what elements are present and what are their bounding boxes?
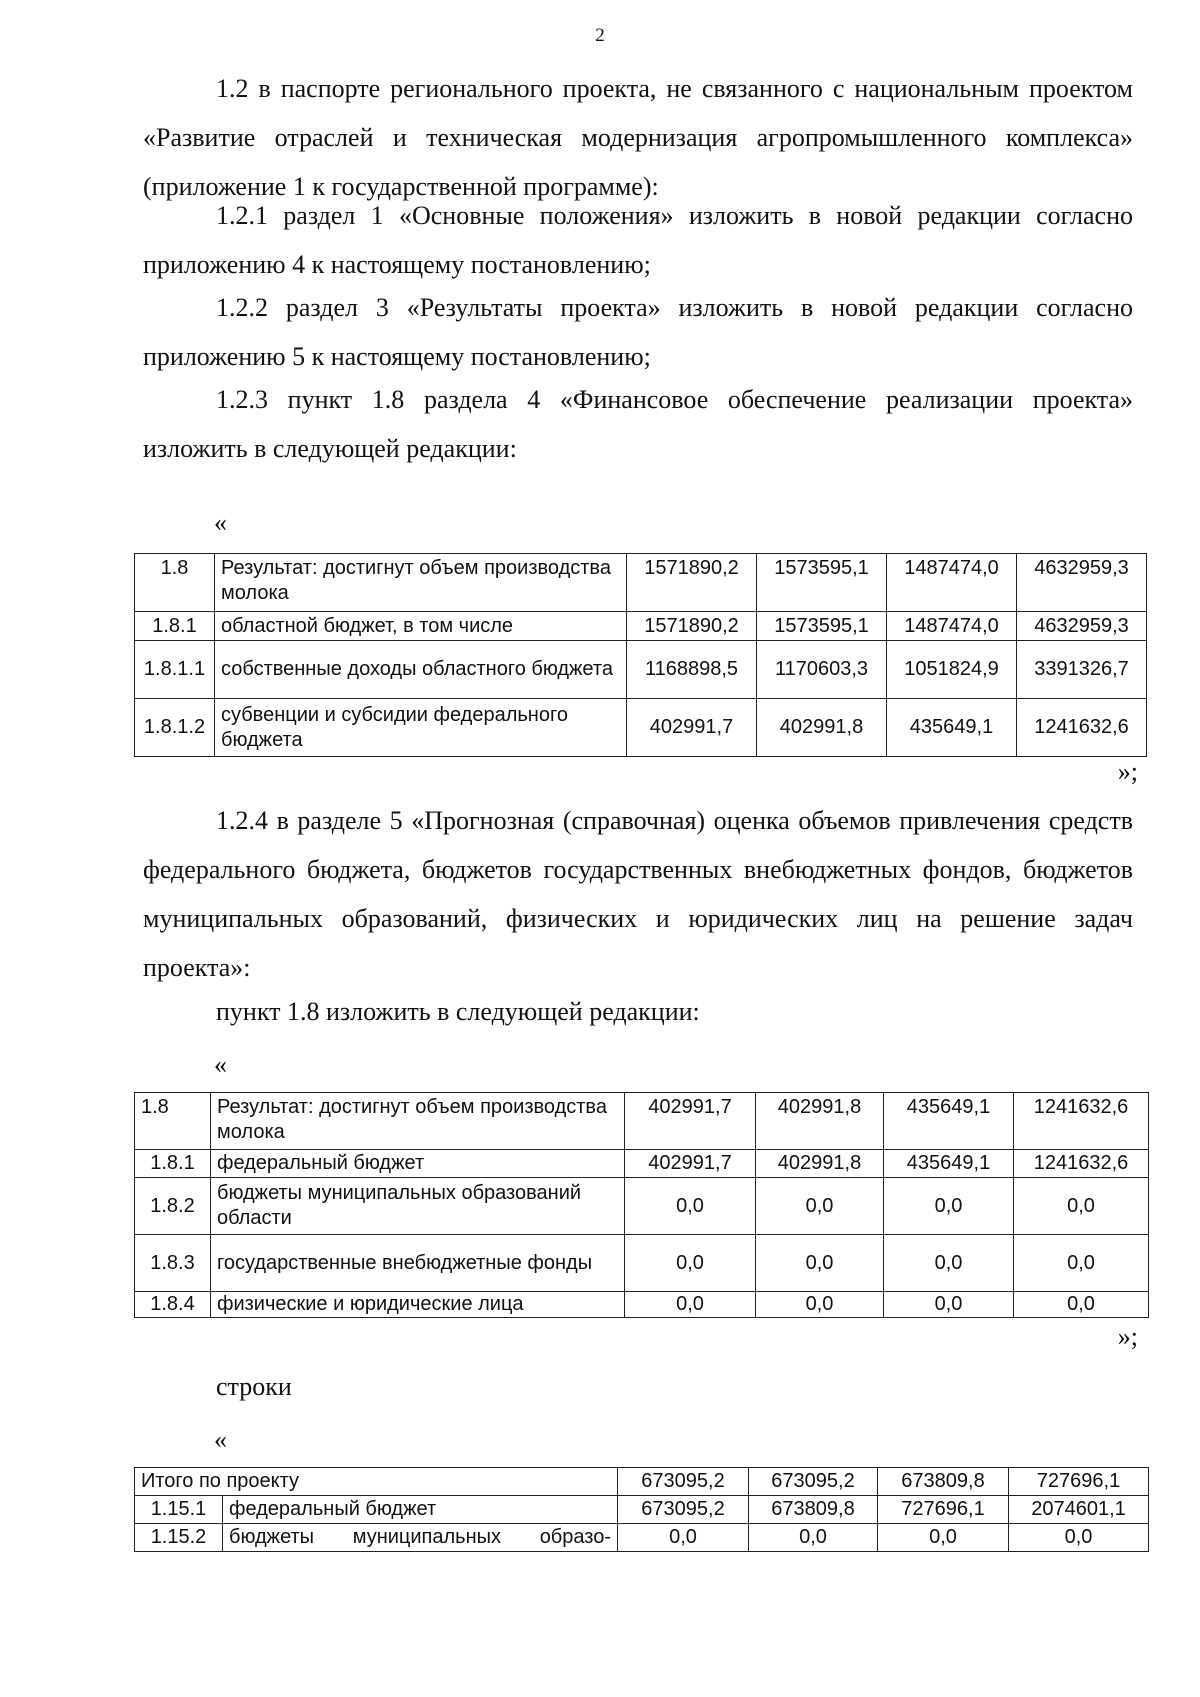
value-cell: 0,0 — [756, 1292, 884, 1318]
value-cell: 2074601,1 — [1009, 1496, 1149, 1524]
value-cell: 673809,8 — [878, 1468, 1009, 1496]
value-cell: 4632959,3 — [1017, 612, 1147, 641]
value-cell: 0,0 — [625, 1178, 756, 1235]
value-cell: 1051824,9 — [887, 641, 1017, 699]
value-cell: 1241632,6 — [1014, 1150, 1149, 1178]
value-cell: 1573595,1 — [757, 612, 887, 641]
value-cell: 0,0 — [1014, 1235, 1149, 1292]
paragraph-item-1-8: пункт 1.8 изложить в следующей редакции: — [216, 997, 700, 1026]
value-cell: 4632959,3 — [1017, 554, 1147, 612]
table-row — [135, 1093, 1149, 1150]
value-cell: 0,0 — [625, 1292, 756, 1318]
table-row — [135, 1235, 1149, 1292]
value-cell: 1487474,0 — [887, 612, 1017, 641]
row-code: 1.8.1.2 — [135, 699, 215, 757]
value-cell: 0,0 — [884, 1292, 1014, 1318]
opening-quote-1: « — [214, 508, 227, 537]
row-label: федеральный бюджет — [223, 1496, 618, 1524]
row-code: 1.8.1 — [135, 612, 215, 641]
row-label: Результат: достигнут объем производства молока — [211, 1093, 625, 1150]
value-cell: 435649,1 — [884, 1150, 1014, 1178]
paragraph-rows: строки — [216, 1372, 292, 1401]
paragraph-1-2-2: 1.2.2 раздел 3 «Результаты проекта» изложить в новой редакции согласно приложению 5 к настоящему постановлению; — [143, 293, 1133, 371]
value-cell: 402991,7 — [625, 1093, 756, 1150]
value-cell: 0,0 — [1014, 1292, 1149, 1318]
value-cell: 402991,7 — [625, 1150, 756, 1178]
value-cell: 0,0 — [756, 1178, 884, 1235]
value-cell: 727696,1 — [878, 1496, 1009, 1524]
row-code: 1.15.1 — [135, 1496, 223, 1524]
table-row — [135, 1292, 1149, 1318]
value-cell: 1168898,5 — [627, 641, 757, 699]
value-cell: 402991,8 — [756, 1093, 884, 1150]
value-cell: 0,0 — [618, 1524, 749, 1552]
value-cell: 673809,8 — [749, 1496, 878, 1524]
value-cell: 0,0 — [878, 1524, 1009, 1552]
row-code: 1.8.1.1 — [135, 641, 215, 699]
value-cell: 1241632,6 — [1014, 1093, 1149, 1150]
paragraph-1-2-1: 1.2.1 раздел 1 «Основные положения» изложить в новой редакции согласно приложению 4 к настоящему постановлению; — [143, 201, 1133, 279]
table-row — [135, 554, 1147, 612]
value-cell: 1241632,6 — [1017, 699, 1147, 757]
value-cell: 1170603,3 — [757, 641, 887, 699]
opening-quote-2: « — [214, 1050, 227, 1079]
value-cell: 402991,8 — [757, 699, 887, 757]
total-label: Итого по проекту — [135, 1468, 618, 1496]
table-row — [135, 612, 1147, 641]
row-label: бюджеты муниципальных образо- — [223, 1524, 618, 1552]
row-label: собственные доходы областного бюджета — [215, 641, 627, 699]
row-code: 1.8.4 — [135, 1292, 211, 1318]
row-code: 1.8 — [135, 554, 215, 612]
value-cell: 673095,2 — [618, 1468, 749, 1496]
row-code: 1.8.1 — [135, 1150, 211, 1178]
value-cell: 1487474,0 — [887, 554, 1017, 612]
value-cell: 0,0 — [625, 1235, 756, 1292]
value-cell: 0,0 — [884, 1235, 1014, 1292]
value-cell: 673095,2 — [749, 1468, 878, 1496]
value-cell: 0,0 — [756, 1235, 884, 1292]
table-row — [135, 1150, 1149, 1178]
value-cell: 3391326,7 — [1017, 641, 1147, 699]
value-cell: 0,0 — [749, 1524, 878, 1552]
value-cell: 673095,2 — [618, 1496, 749, 1524]
finance-table-2 — [134, 1092, 1149, 1318]
row-label: областной бюджет, в том числе — [215, 612, 627, 641]
value-cell: 0,0 — [1009, 1524, 1149, 1552]
row-label: физические и юридические лица — [211, 1292, 625, 1318]
value-cell: 1571890,2 — [627, 612, 757, 641]
row-label: Результат: достигнут объем производства молока — [215, 554, 627, 612]
row-label: бюджеты муниципальных образований области — [211, 1178, 625, 1235]
row-code: 1.8 — [135, 1093, 211, 1150]
value-cell: 435649,1 — [887, 699, 1017, 757]
value-cell: 727696,1 — [1009, 1468, 1149, 1496]
value-cell: 402991,8 — [756, 1150, 884, 1178]
paragraph-1-2: 1.2 в паспорте регионального проекта, не связанного с национальным проектом «Развитие отраслей и техническая модернизация агропромышленного комплекса» (приложение 1 к государственной программе): — [143, 74, 1133, 201]
row-code: 1.8.3 — [135, 1235, 211, 1292]
paragraph-1-2-3: 1.2.3 пункт 1.8 раздела 4 «Финансовое обеспечение реализации проекта» изложить в следующей редакции: — [143, 385, 1133, 463]
page-number: 2 — [595, 25, 605, 46]
row-label: федеральный бюджет — [211, 1150, 625, 1178]
table-row — [135, 1524, 1149, 1552]
table-row — [135, 641, 1147, 699]
value-cell: 402991,7 — [627, 699, 757, 757]
row-label: субвенции и субсидии федерального бюджета — [215, 699, 627, 757]
closing-quote-1: »; — [1117, 757, 1138, 786]
paragraph-1-2-4: 1.2.4 в разделе 5 «Прогнозная (справочная) оценка объемов привлечения средств федерального бюджета, бюджетов государственных внебюджетных фондов, бюджетов муниципальных образований, физических и юридических лиц на решение задач проекта»: — [143, 806, 1133, 982]
finance-table-1 — [134, 553, 1147, 757]
value-cell: 0,0 — [1014, 1178, 1149, 1235]
row-code: 1.8.2 — [135, 1178, 211, 1235]
table-row-total — [135, 1468, 1149, 1496]
value-cell: 1573595,1 — [757, 554, 887, 612]
table-row — [135, 1496, 1149, 1524]
value-cell: 1571890,2 — [627, 554, 757, 612]
finance-table-3 — [134, 1467, 1149, 1552]
row-code: 1.15.2 — [135, 1524, 223, 1552]
table-row — [135, 699, 1147, 757]
value-cell: 0,0 — [884, 1178, 1014, 1235]
row-label: государственные внебюджетные фонды — [211, 1235, 625, 1292]
table-row — [135, 1178, 1149, 1235]
closing-quote-2: »; — [1117, 1322, 1138, 1351]
value-cell: 435649,1 — [884, 1093, 1014, 1150]
opening-quote-3: « — [214, 1425, 227, 1454]
